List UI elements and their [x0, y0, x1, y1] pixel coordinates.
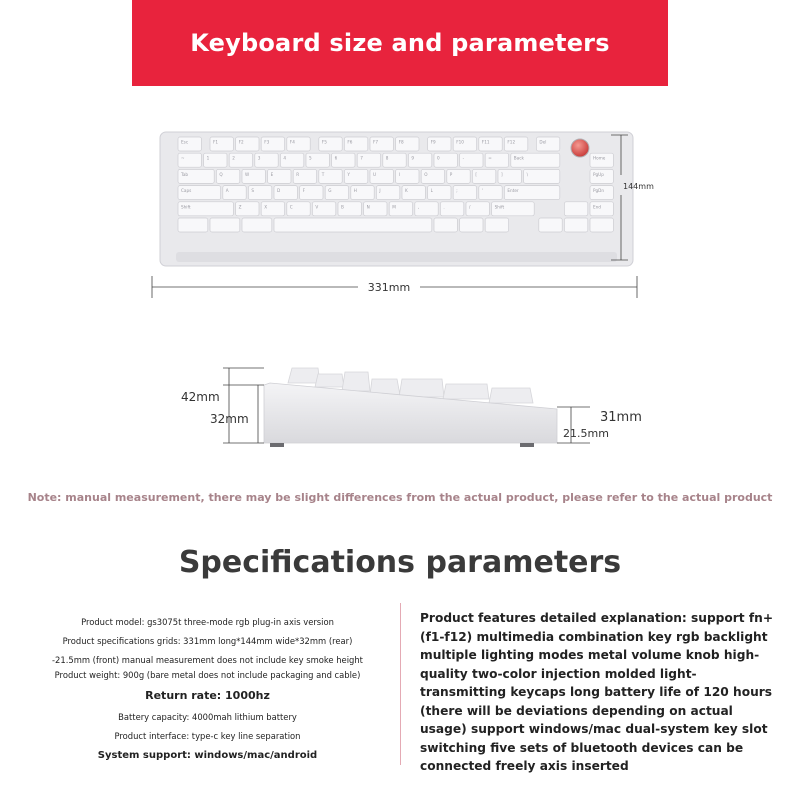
keycap-legend: End: [593, 204, 601, 210]
keycap-bottom: [178, 218, 208, 232]
keycap-legend: F: [302, 188, 306, 194]
keycap-legend: G: [328, 188, 332, 194]
keycap-legend: .: [443, 204, 445, 210]
keycap-arrow: [539, 218, 562, 232]
keycap-legend: ': [481, 188, 483, 194]
keycap-legend: J: [379, 188, 381, 194]
height-front-total-label: 31mm: [600, 410, 642, 425]
keycap-legend: PgDn: [593, 188, 605, 194]
keycap-legend: [: [475, 171, 478, 177]
width-label: 144mm: [623, 182, 654, 191]
product-features-text: Product features detailed explanation: support fn+(f1-f12) multimedia combination key rgb backlight multiple lighting modes metal volume knob high-quality two-color injection molded light-transmitting keycaps long battery life of 120 hours (there will be deviations depending on actual usage) support windows/mac dual-system key slot switching five sets of bluetooth devices can be connected freely axis inserted: [420, 611, 774, 773]
keycap-legend: P: [449, 171, 453, 177]
banner-title: Keyboard size and parameters: [190, 29, 610, 57]
keycap-legend: /: [469, 204, 471, 210]
keycap-bottom: [460, 218, 483, 232]
keycap-legend: T: [321, 171, 325, 177]
keycap-legend: 6: [334, 155, 338, 161]
keycap-legend: 7: [360, 155, 363, 161]
keycap-legend: F12: [507, 139, 516, 145]
keycap-legend: M: [392, 204, 396, 210]
title-banner: [132, 0, 668, 86]
keycap-legend: Esc: [181, 139, 189, 145]
keycap-legend: 2: [232, 155, 235, 161]
keycap-legend: PgUp: [593, 171, 604, 177]
keycap-legend: N: [366, 204, 370, 210]
keycap-legend: Home: [593, 155, 606, 161]
keycap-legend: F9: [430, 139, 436, 145]
keycap-legend: Back: [513, 155, 524, 161]
keycap-arrow: [590, 218, 613, 232]
keycap-legend: U: [373, 171, 377, 177]
keycap-legend: Shift: [181, 204, 191, 210]
keycap-legend: Shift: [494, 204, 505, 210]
spec-model: Product model: gs3075t three-mode rgb plug-in axis version: [81, 617, 334, 627]
left-height-lines: [223, 368, 264, 443]
keycap-legend: Y: [347, 171, 350, 177]
spec-system: System support: windows/mac/android: [97, 749, 318, 761]
keycap-arrow-up: [564, 202, 587, 216]
keycap-legend: B: [341, 204, 344, 210]
keycap-legend: 0: [437, 155, 440, 161]
keycap-legend: Enter: [507, 188, 519, 194]
keycap-legend: I: [398, 171, 400, 177]
keycap-legend: F3: [264, 139, 270, 145]
keycap-bottom: [434, 218, 457, 232]
keycap-legend: ]: [501, 171, 503, 177]
keycap-bottom: [274, 218, 432, 232]
keycap-legend: F6: [347, 139, 353, 145]
height-rear-label: 32mm: [210, 412, 249, 426]
keyboard-side-view: [0, 355, 800, 465]
specifications-title: Specifications parameters: [178, 545, 622, 580]
spec-grids: Product specifications grids: 331mm long*144mm wide*32mm (rear): [62, 636, 353, 647]
keycap-legend: K: [405, 188, 408, 194]
spec-return-rate: Return rate: 1000hz: [145, 689, 270, 703]
keycap-legend: F11: [481, 139, 490, 145]
measurement-note: Note: manual measurement, there may be slight differences from the actual product, please refer to the actual product: [27, 491, 773, 504]
spec-front: -21.5mm (front) manual measurement does not include key smoke height: [52, 655, 363, 666]
keycap-legend: E: [270, 171, 274, 177]
height-total-label: 42mm: [181, 390, 220, 404]
keycap-legend: F10: [456, 139, 464, 145]
spec-interface: Product interface: type-c key line separation: [114, 730, 301, 741]
keycap-legend: Caps: [181, 188, 192, 194]
keycap-legend: Z: [238, 204, 242, 210]
keycap-legend: Del: [539, 139, 547, 145]
keycap-legend: ,: [417, 204, 420, 210]
keycap-legend: 5: [309, 155, 312, 161]
keycap-legend: F4: [289, 139, 295, 145]
keycap-legend: D: [277, 188, 281, 194]
keycap-legend: Tab: [181, 171, 189, 177]
keycap-bottom: [210, 218, 240, 232]
keycap-legend: ~: [181, 155, 185, 161]
keycap-legend: -: [462, 155, 465, 161]
keycap-legend: 9: [411, 155, 415, 161]
keycap-legend: 8: [385, 155, 389, 161]
keycap-legend: Q: [219, 171, 223, 177]
keycap-legend: 1: [206, 155, 210, 161]
spec-battery: Battery capacity: 4000mah lithium battery: [118, 711, 297, 722]
keycap-legend: W: [245, 171, 250, 177]
keycap-legend: V: [315, 204, 319, 210]
keycap-legend: \: [526, 171, 529, 177]
left-specs-panel: [20, 617, 395, 771]
keycap-legend: A: [225, 188, 229, 194]
keycap-legend: R: [296, 171, 300, 177]
keycap-legend: L: [430, 188, 433, 194]
keycap-legend: X: [264, 204, 268, 210]
keycap-legend: 3: [257, 155, 261, 161]
vertical-divider: [400, 603, 401, 765]
volume-knob: [571, 139, 589, 157]
keycap-legend: C: [289, 204, 293, 210]
keyboard-top-view: [0, 120, 800, 310]
keycap-legend: ;: [456, 188, 458, 194]
keycap-bottom: [485, 218, 508, 232]
keycap-legend: 4: [283, 155, 287, 161]
keycap-legend: O: [424, 171, 428, 177]
keycap-legend: F8: [398, 139, 404, 145]
keycap-legend: F7: [373, 139, 379, 145]
keycap-legend: F1: [213, 139, 219, 145]
keycap-legend: =: [488, 155, 492, 161]
keycap-legend: S: [251, 188, 255, 194]
spec-weight: Product weight: 900g (bare metal does not include packaging and cable): [54, 670, 361, 681]
keycap-arrow: [564, 218, 587, 232]
height-front-label: 21.5mm: [563, 427, 609, 440]
keycap: [524, 169, 560, 183]
keycap-legend: F2: [238, 139, 244, 145]
length-label: 331mm: [367, 281, 411, 294]
keycap-bottom: [242, 218, 272, 232]
keycap-legend: F5: [321, 139, 327, 145]
keycap-legend: H: [353, 188, 357, 194]
